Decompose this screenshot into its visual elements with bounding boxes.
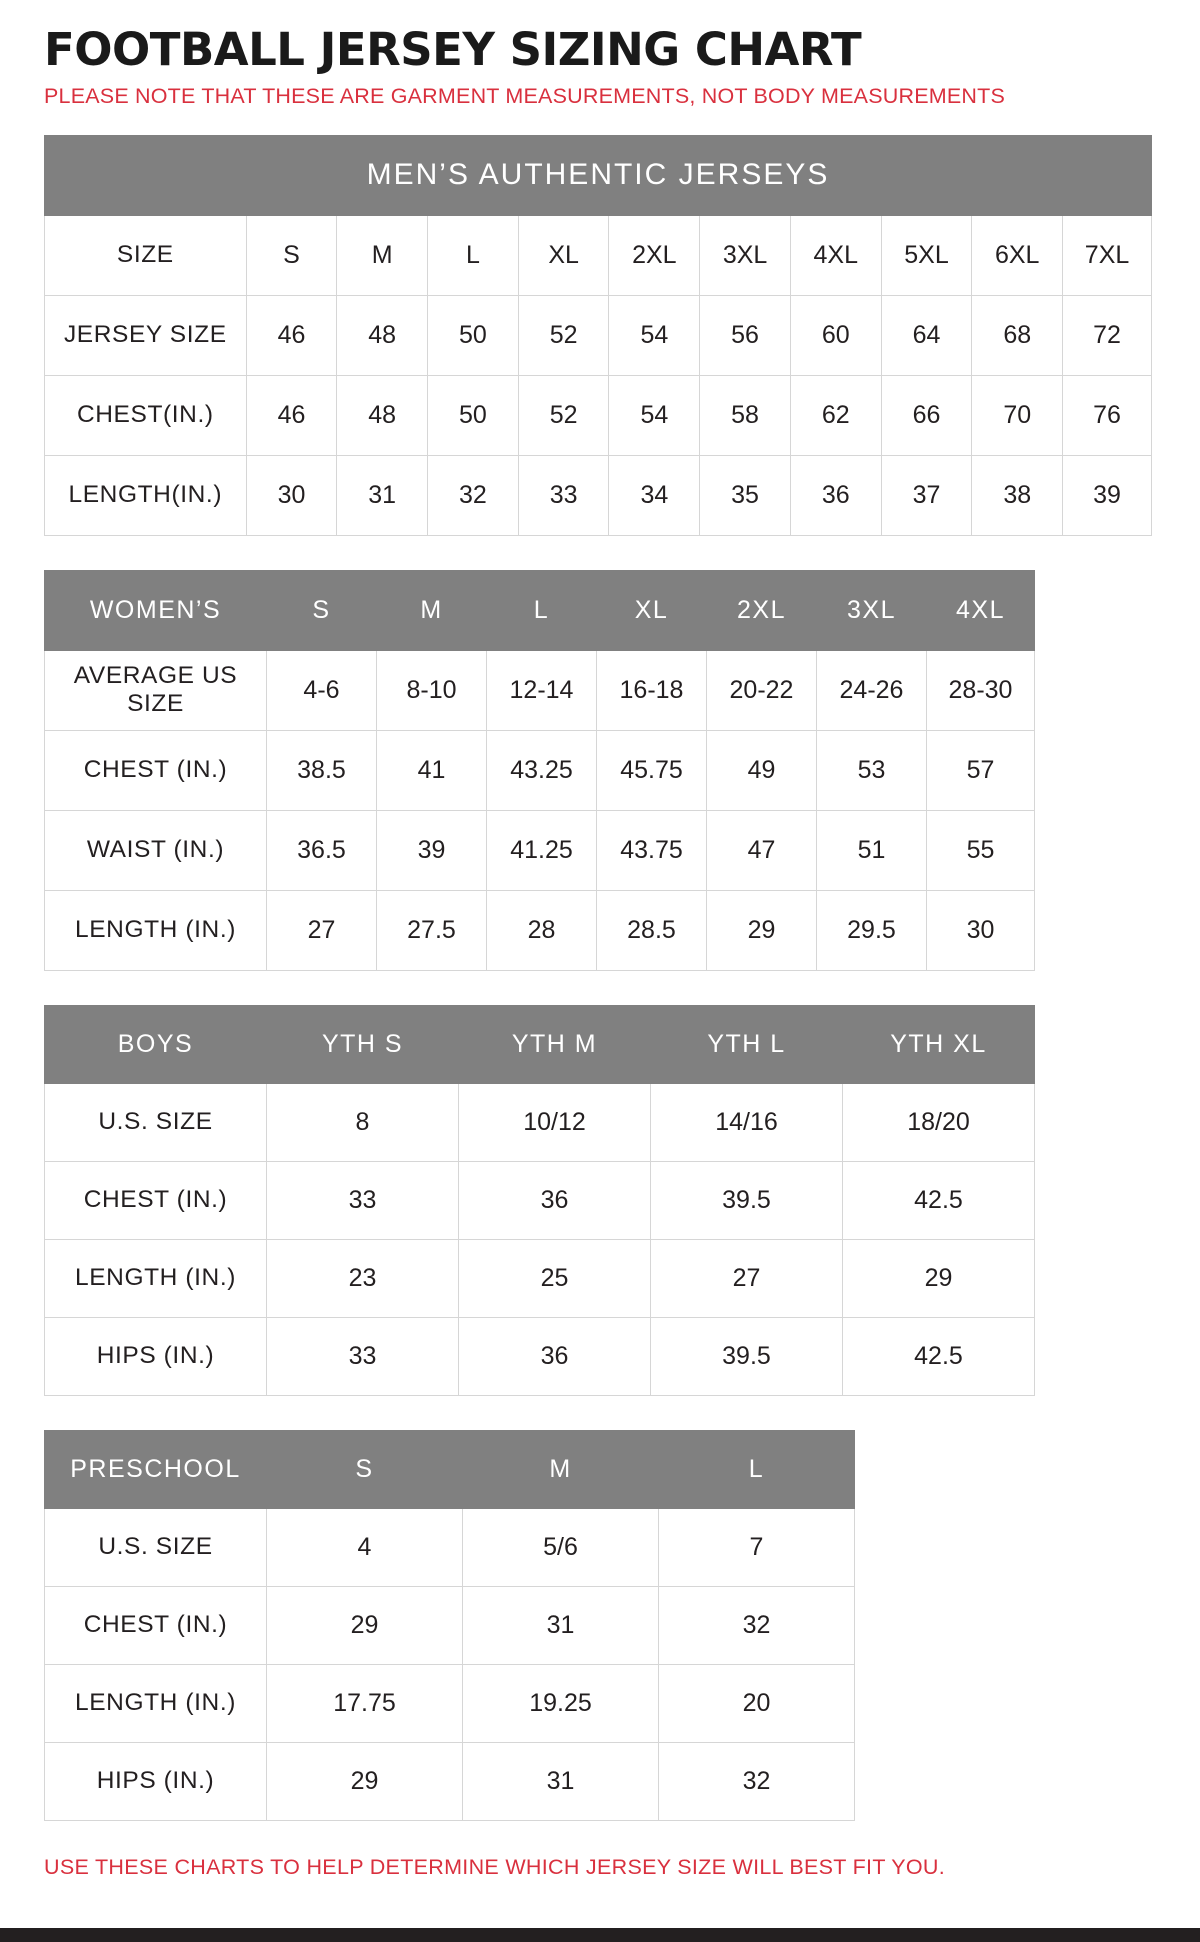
cell: 29 <box>843 1239 1035 1317</box>
column-header: 2XL <box>707 570 817 650</box>
cell: 39 <box>377 810 487 890</box>
row-label: WAIST (IN.) <box>45 810 267 890</box>
cell: 23 <box>267 1239 459 1317</box>
cell: 39.5 <box>651 1161 843 1239</box>
mens-banner: MEN’S AUTHENTIC JERSEYS <box>45 135 1152 215</box>
table-row <box>45 810 1035 890</box>
cell: 34 <box>609 455 700 535</box>
cell: 32 <box>659 1586 855 1664</box>
table-row <box>45 890 1035 970</box>
cell: 4 <box>267 1508 463 1586</box>
cell: 46 <box>246 375 337 455</box>
cell: 24-26 <box>817 650 927 730</box>
cell: 8 <box>267 1083 459 1161</box>
cell: 48 <box>337 375 428 455</box>
cell: 10/12 <box>459 1083 651 1161</box>
cell: 27.5 <box>377 890 487 970</box>
cell: 57 <box>927 730 1035 810</box>
row-label: LENGTH (IN.) <box>45 1664 267 1742</box>
cell: M <box>337 215 428 295</box>
row-label: LENGTH (IN.) <box>45 890 267 970</box>
cell: 20 <box>659 1664 855 1742</box>
cell: 32 <box>659 1742 855 1820</box>
cell: 50 <box>428 375 519 455</box>
cell: 19.25 <box>463 1664 659 1742</box>
cell: 60 <box>790 295 881 375</box>
cell: 49 <box>707 730 817 810</box>
cell: 41.25 <box>487 810 597 890</box>
cell: 29.5 <box>817 890 927 970</box>
cell: 46 <box>246 295 337 375</box>
row-label: AVERAGE US SIZE <box>45 650 267 730</box>
column-header: YTH M <box>459 1005 651 1083</box>
row-label: SIZE <box>45 215 247 295</box>
table-row <box>45 1508 855 1586</box>
cell: 64 <box>881 295 972 375</box>
womens-header-label: WOMEN’S <box>45 570 267 650</box>
cell: 7 <box>659 1508 855 1586</box>
cell: XL <box>518 215 609 295</box>
row-label: U.S. SIZE <box>45 1083 267 1161</box>
table-row <box>45 1239 1035 1317</box>
cell: S <box>246 215 337 295</box>
cell: 5/6 <box>463 1508 659 1586</box>
row-label: HIPS (IN.) <box>45 1742 267 1820</box>
row-label: U.S. SIZE <box>45 1508 267 1586</box>
row-label: LENGTH(IN.) <box>45 455 247 535</box>
cell: 29 <box>707 890 817 970</box>
row-label: HIPS (IN.) <box>45 1317 267 1395</box>
cell: 14/16 <box>651 1083 843 1161</box>
table-row <box>45 1586 855 1664</box>
cell: L <box>428 215 519 295</box>
table-row <box>45 1317 1035 1395</box>
cell: 38 <box>972 455 1063 535</box>
cell: 31 <box>463 1742 659 1820</box>
column-header: M <box>377 570 487 650</box>
cell: 33 <box>267 1317 459 1395</box>
cell: 20-22 <box>707 650 817 730</box>
table-row <box>45 1664 855 1742</box>
cell: 37 <box>881 455 972 535</box>
cell: 3XL <box>700 215 791 295</box>
column-header: L <box>487 570 597 650</box>
cell: 41 <box>377 730 487 810</box>
cell: 55 <box>927 810 1035 890</box>
cell: 28-30 <box>927 650 1035 730</box>
cell: 68 <box>972 295 1063 375</box>
column-header: M <box>463 1430 659 1508</box>
footer-note: USE THESE CHARTS TO HELP DETERMINE WHICH JERSEY SIZE WILL BEST FIT YOU. <box>44 1854 946 1879</box>
cell: 53 <box>817 730 927 810</box>
boys-header-label: BOYS <box>45 1005 267 1083</box>
table-row <box>45 730 1035 810</box>
cell: 28 <box>487 890 597 970</box>
column-header: YTH S <box>267 1005 459 1083</box>
cell: 2XL <box>609 215 700 295</box>
cell: 36 <box>790 455 881 535</box>
cell: 45.75 <box>597 730 707 810</box>
cell: 32 <box>428 455 519 535</box>
cell: 16-18 <box>597 650 707 730</box>
cell: 25 <box>459 1239 651 1317</box>
cell: 5XL <box>881 215 972 295</box>
cell: 48 <box>337 295 428 375</box>
cell: 52 <box>518 295 609 375</box>
cell: 30 <box>927 890 1035 970</box>
column-header: S <box>267 570 377 650</box>
cell: 76 <box>1063 375 1152 455</box>
column-header: 4XL <box>927 570 1035 650</box>
cell: 39.5 <box>651 1317 843 1395</box>
cell: 42.5 <box>843 1161 1035 1239</box>
cell: 30 <box>246 455 337 535</box>
cell: 29 <box>267 1586 463 1664</box>
cell: 43.75 <box>597 810 707 890</box>
row-label: CHEST (IN.) <box>45 730 267 810</box>
mens-authentic-jerseys-table <box>44 135 1152 536</box>
table-header-row <box>45 1430 855 1508</box>
cell: 4XL <box>790 215 881 295</box>
cell: 36 <box>459 1161 651 1239</box>
cell: 62 <box>790 375 881 455</box>
cell: 28.5 <box>597 890 707 970</box>
preschool-header-label: PRESCHOOL <box>45 1430 267 1508</box>
column-header: L <box>659 1430 855 1508</box>
table-row <box>45 375 1152 455</box>
preschool-sizing-table <box>44 1430 855 1821</box>
table-row <box>45 455 1152 535</box>
table-row <box>45 1742 855 1820</box>
column-header: 3XL <box>817 570 927 650</box>
cell: 56 <box>700 295 791 375</box>
cell: 36 <box>459 1317 651 1395</box>
cell: 17.75 <box>267 1664 463 1742</box>
row-label: CHEST(IN.) <box>45 375 247 455</box>
table-header-row <box>45 1005 1035 1083</box>
cell: 29 <box>267 1742 463 1820</box>
womens-sizing-table <box>44 570 1035 971</box>
row-label: CHEST (IN.) <box>45 1161 267 1239</box>
table-header-row <box>45 570 1035 650</box>
table-row <box>45 135 1152 215</box>
cell: 18/20 <box>843 1083 1035 1161</box>
column-header: XL <box>597 570 707 650</box>
cell: 52 <box>518 375 609 455</box>
table-row <box>45 650 1035 730</box>
cell: 6XL <box>972 215 1063 295</box>
cell: 38.5 <box>267 730 377 810</box>
cell: 8-10 <box>377 650 487 730</box>
cell: 54 <box>609 375 700 455</box>
garment-measurement-note: PLEASE NOTE THAT THESE ARE GARMENT MEASUREMENTS, NOT BODY MEASUREMENTS <box>44 84 1005 109</box>
cell: 70 <box>972 375 1063 455</box>
cell: 42.5 <box>843 1317 1035 1395</box>
cell: 39 <box>1063 455 1152 535</box>
boys-sizing-table <box>44 1005 1035 1396</box>
cell: 27 <box>651 1239 843 1317</box>
page-title: FOOTBALL JERSEY SIZING CHART <box>44 23 862 76</box>
table-row <box>45 1083 1035 1161</box>
cell: 35 <box>700 455 791 535</box>
row-label: CHEST (IN.) <box>45 1586 267 1664</box>
row-label: LENGTH (IN.) <box>45 1239 267 1317</box>
cell: 7XL <box>1063 215 1152 295</box>
table-row <box>45 1161 1035 1239</box>
cell: 47 <box>707 810 817 890</box>
cell: 50 <box>428 295 519 375</box>
cell: 43.25 <box>487 730 597 810</box>
cell: 66 <box>881 375 972 455</box>
cell: 31 <box>337 455 428 535</box>
cell: 54 <box>609 295 700 375</box>
bottom-bar <box>0 1928 1200 1942</box>
cell: 4-6 <box>267 650 377 730</box>
cell: 58 <box>700 375 791 455</box>
cell: 27 <box>267 890 377 970</box>
cell: 72 <box>1063 295 1152 375</box>
cell: 51 <box>817 810 927 890</box>
cell: 33 <box>518 455 609 535</box>
cell: 31 <box>463 1586 659 1664</box>
column-header: YTH L <box>651 1005 843 1083</box>
table-row <box>45 295 1152 375</box>
row-label: JERSEY SIZE <box>45 295 247 375</box>
cell: 12-14 <box>487 650 597 730</box>
cell: 33 <box>267 1161 459 1239</box>
column-header: YTH XL <box>843 1005 1035 1083</box>
cell: 36.5 <box>267 810 377 890</box>
column-header: S <box>267 1430 463 1508</box>
table-row <box>45 215 1152 295</box>
